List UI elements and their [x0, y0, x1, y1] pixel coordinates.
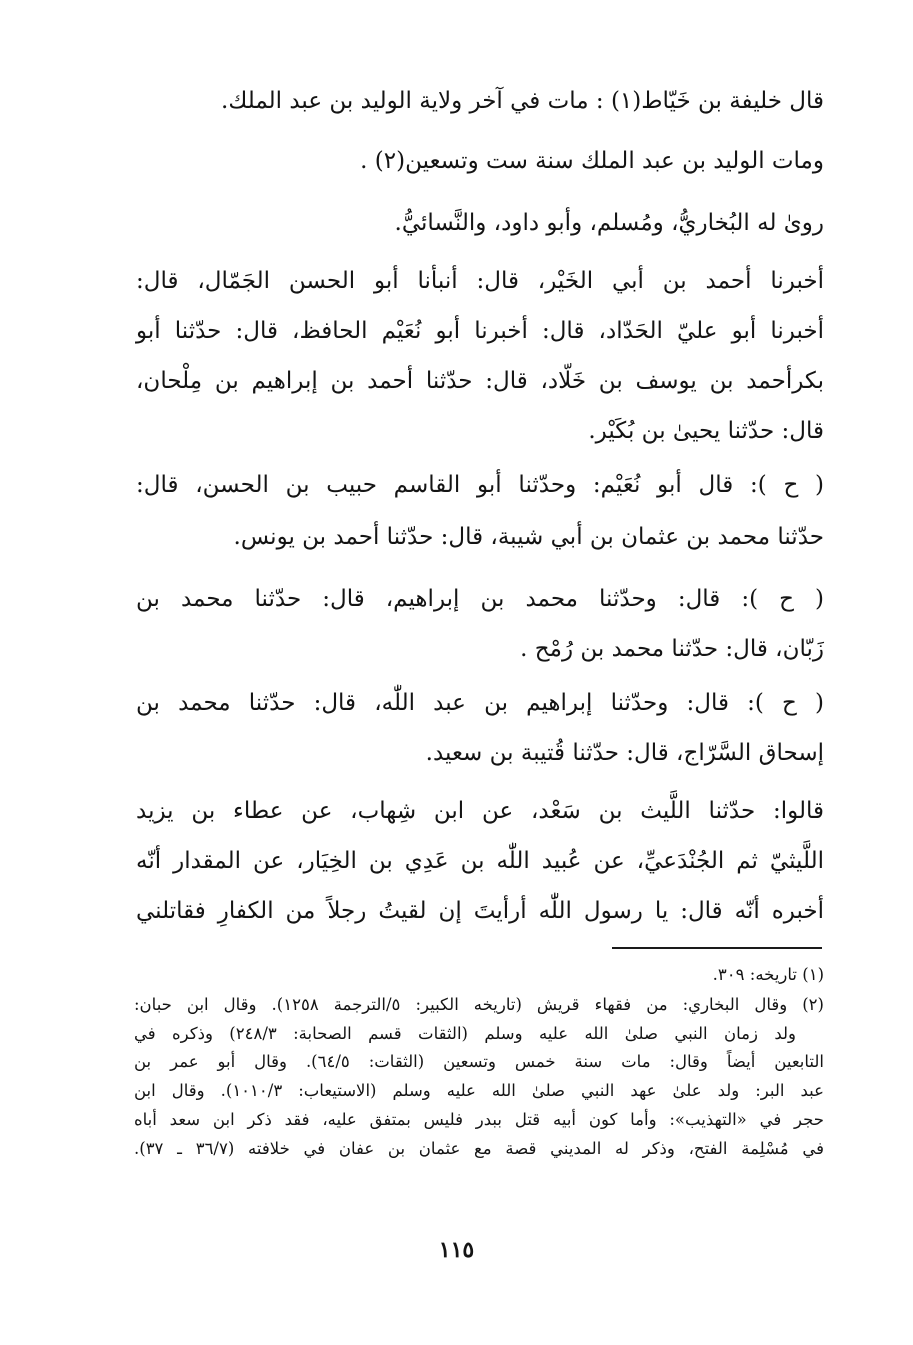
body-line: بكرأحمد بن يوسف بن خَلّاد، قال: حدّثنا أحمد بن إبراهيم بن مِلْحان،	[136, 368, 824, 394]
body-line: اللَّيثيّ ثم الجُنْدَعيِّ، عن عُبيد اللّٰه بن عَدِي بن الخِيَار، عن المقدار أنّه	[136, 848, 824, 874]
body-line: روىٰ له البُخاريُّ، ومُسلم، وأبو داود، والنَّسائيُّ.	[394, 210, 824, 236]
body-line: حدّثنا محمد بن عثمان بن أبي شيبة، قال: حدّثنا أحمد بن يونس.	[233, 524, 824, 550]
body-line: أخبره أنّه قال: يا رسول اللّٰه أرأيتَ إن لقيتُ رجلاً من الكفارِ فقاتلني	[136, 898, 824, 924]
body-line: إسحاق السَّرّاج، قال: حدّثنا قُتيبة بن سعيد.	[425, 740, 824, 766]
footnote-line: حجر في «التهذيب»: وأما كون أبيه قتل ببدر فليس بمتفق عليه، فقد ذكر ابن سعد أباه	[134, 1110, 824, 1129]
body-line: ( ح ): قال: وحدّثنا إبراهيم بن عبد اللّٰه، قال: حدّثنا محمد بن	[136, 690, 824, 716]
page-number: ١١٥	[438, 1237, 475, 1263]
footnote-line: عبد البر: ولد علىٰ عهد النبي صلىٰ الله عليه وسلم (الاستيعاب: ١٠١٠/٣). وقال ابن	[134, 1081, 824, 1100]
body-line: ( ح ): قال: وحدّثنا محمد بن إبراهيم، قال: حدّثنا محمد بن	[136, 586, 824, 612]
body-line: زَبّان، قال: حدّثنا محمد بن رُمْح .	[520, 636, 824, 662]
body-line: أخبرنا أبو عليّ الحَدّاد، قال: أخبرنا أبو نُعَيْم الحافظ، قال: حدّثنا أبو	[136, 318, 824, 344]
body-line: ومات الوليد بن عبد الملك سنة ست وتسعين(٢) .	[360, 148, 824, 174]
footnote-line: التابعين أيضاً وقال: مات سنة خمس وتسعين (الثقات: ٦٤/٥). وقال أبو عمر بن	[134, 1052, 824, 1071]
footnote-separator	[612, 947, 822, 949]
footnote-line: في مُسْلِمة الفتح، وذكر له المديني قصة مع عثمان بن عفان في خلافته (٣٦/٧ ـ ٣٧).	[134, 1139, 824, 1158]
footnote-line: (٢) وقال البخاري: من فقهاء قريش (تاريخه الكبير: ٥/الترجمة ١٢٥٨). وقال ابن حبان:	[134, 995, 824, 1014]
footnote-line: ولد زمان النبي صلىٰ الله عليه وسلم (الثقات قسم الصحابة: ٢٤٨/٣) وذكره في	[134, 1024, 796, 1043]
body-line: قال: حدّثنا يحيىٰ بن بُكَيْر.	[588, 418, 824, 444]
footnote-line: (١) تاريخه: ٣٠٩.	[712, 965, 824, 984]
body-line: قال خليفة بن خَيّاط(١) : مات في آخر ولاية الوليد بن عبد الملك.	[221, 88, 824, 114]
body-line: ( ح ): قال أبو نُعَيْم: وحدّثنا أبو القاسم حبيب بن الحسن، قال:	[136, 472, 824, 498]
body-line: أخبرنا أحمد بن أبي الخَيْر، قال: أنبأنا أبو الحسن الجَمّال، قال:	[136, 268, 824, 294]
body-line: قالوا: حدّثنا اللَّيث بن سَعْد، عن ابن شِهاب، عن عطاء بن يزيد	[136, 798, 824, 824]
